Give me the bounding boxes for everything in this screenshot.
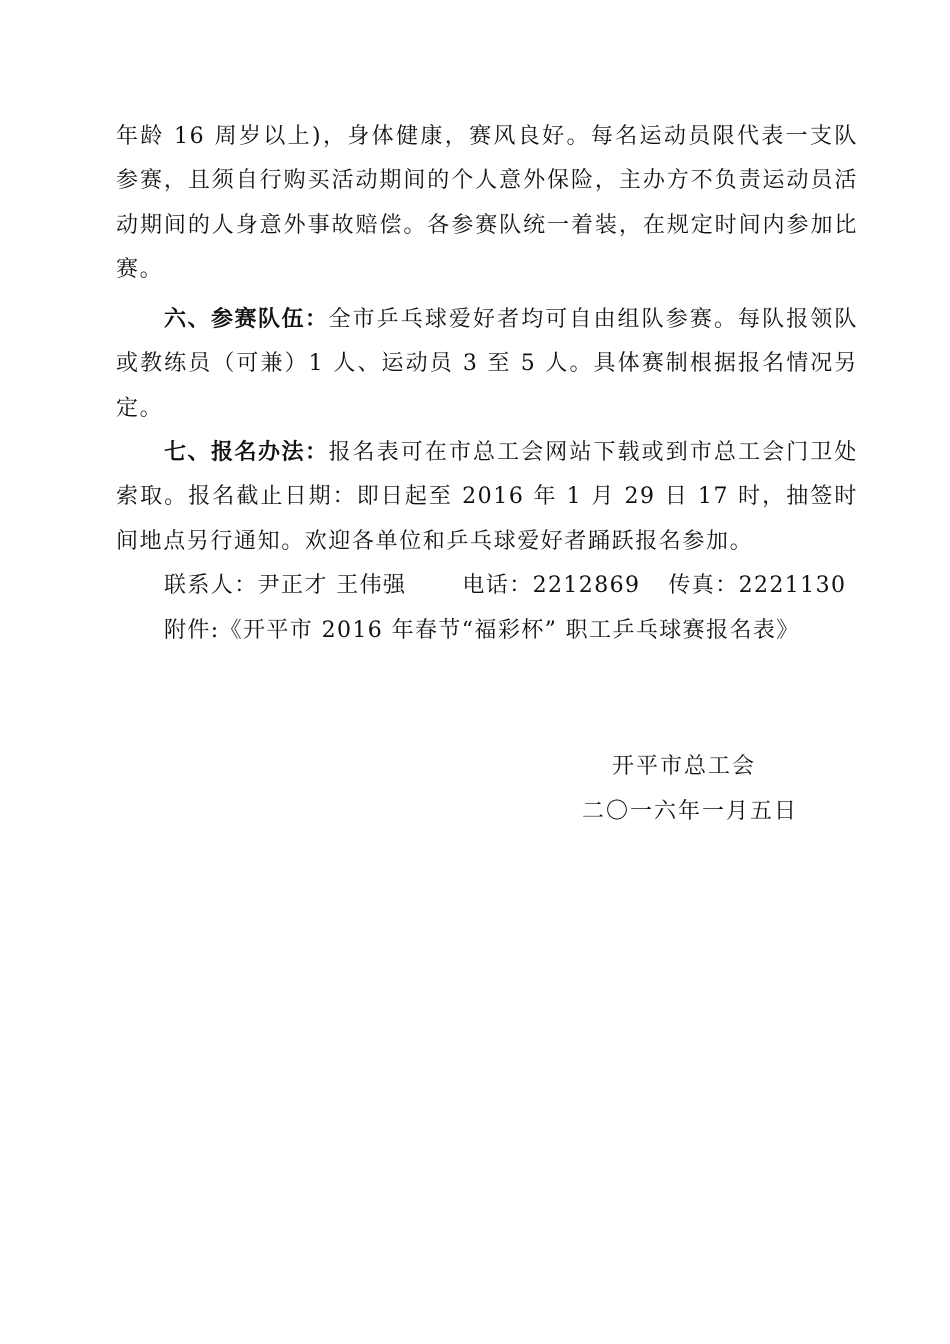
signature-date (582, 797, 798, 827)
signature-org-text: 开平市总工会 (612, 754, 757, 779)
section-registration-heading: 七、报名办法： (164, 440, 329, 465)
signature-org (612, 752, 756, 782)
attachment-line (164, 616, 800, 646)
section-teams-heading: 六、参赛队伍： (164, 307, 329, 332)
attachment-text: 附件:《开平市 2016 年春节“福彩杯” 职工乒乓球赛报名表》 (164, 618, 800, 643)
contact-phone: 电话：2212869 (462, 573, 641, 598)
contact-person: 联系人：尹正才 王伟强 (164, 573, 407, 598)
paragraph-eligibility-text: 年龄 16 周岁以上)，身体健康，赛风良好。每名运动员限代表一支队参赛，且须自行购买活动期间的个人意外保险，主办方不负责运动员活动期间的人身意外事故赔偿。各参赛队统一着装，在规定时间内参加比赛。 (116, 124, 858, 282)
signature-date-text: 二〇一六年一月五日 (582, 799, 799, 824)
paragraph-eligibility (116, 115, 858, 292)
section-teams-text: 全市乒乓球爱好者均可自由组队参赛。每队报领队或教练员（可兼）1 人、运动员 3 至 5 人。具体赛制根据报名情况另定。 (116, 307, 858, 421)
section-teams (116, 298, 858, 431)
section-registration (116, 431, 858, 564)
contact-line (164, 571, 846, 601)
contact-fax: 传真：2221130 (668, 573, 847, 598)
section-registration-text: 报名表可在市总工会网站下载或到市总工会门卫处索取。报名截止日期：即日起至 2016 年 1 月 29 日 17 时，抽签时间地点另行通知。欢迎各单位和乒乓球爱好者踊跃报名参加。 (116, 440, 858, 554)
